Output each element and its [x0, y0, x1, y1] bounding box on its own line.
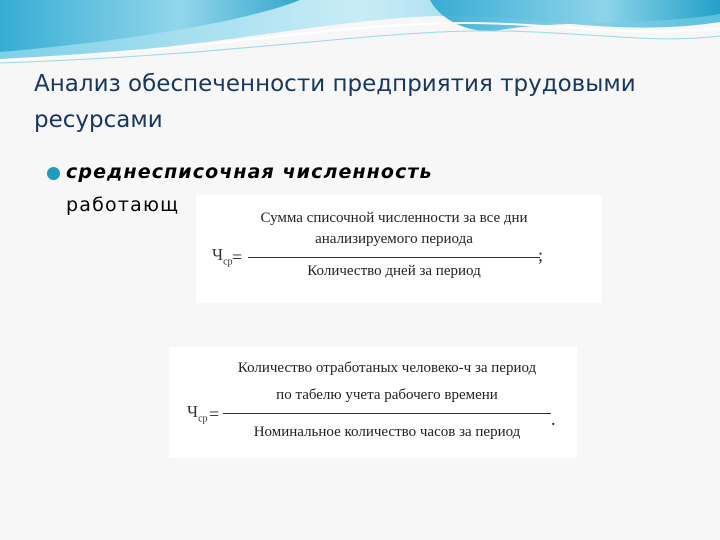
formula-punctuation: . [551, 409, 556, 429]
formula-punctuation: ; [538, 245, 544, 265]
fraction-line [223, 413, 551, 414]
formula-symbol-subscript: ср [198, 413, 208, 425]
formula-equals: = [209, 404, 220, 424]
formula-denominator: Номинальное количество часов за период [253, 424, 521, 440]
bullet-continuation: работающ [66, 194, 180, 216]
formula-numerator-line1: Сумма списочной численности за все дни [260, 210, 528, 226]
formula-symbol-letter: Ч [212, 245, 224, 264]
formula-symbol [187, 402, 208, 424]
header-wave-decoration [0, 0, 720, 70]
formula-equals: = [232, 247, 243, 267]
fraction-line [248, 257, 540, 258]
formula-image-2 [169, 347, 577, 458]
formula-numerator-line1: Количество отработаных человеко-ч за период [237, 360, 537, 376]
formula-denominator: Количество дней за период [307, 263, 481, 279]
formula-numerator-line2: анализируемого периода [315, 231, 473, 247]
bullet-term: среднесписочная численность [66, 161, 433, 183]
bullet-dot-icon [47, 167, 60, 180]
formula-image-1 [196, 195, 602, 303]
slide-title: Анализ обеспеченности предприятия трудовыми ресурсами [34, 71, 636, 133]
formula-numerator-line2: по табелю учета рабочего времени [276, 387, 498, 403]
formula-symbol [212, 245, 233, 267]
formula-symbol-subscript: ср [223, 256, 233, 268]
formula-symbol-letter: Ч [187, 402, 199, 421]
